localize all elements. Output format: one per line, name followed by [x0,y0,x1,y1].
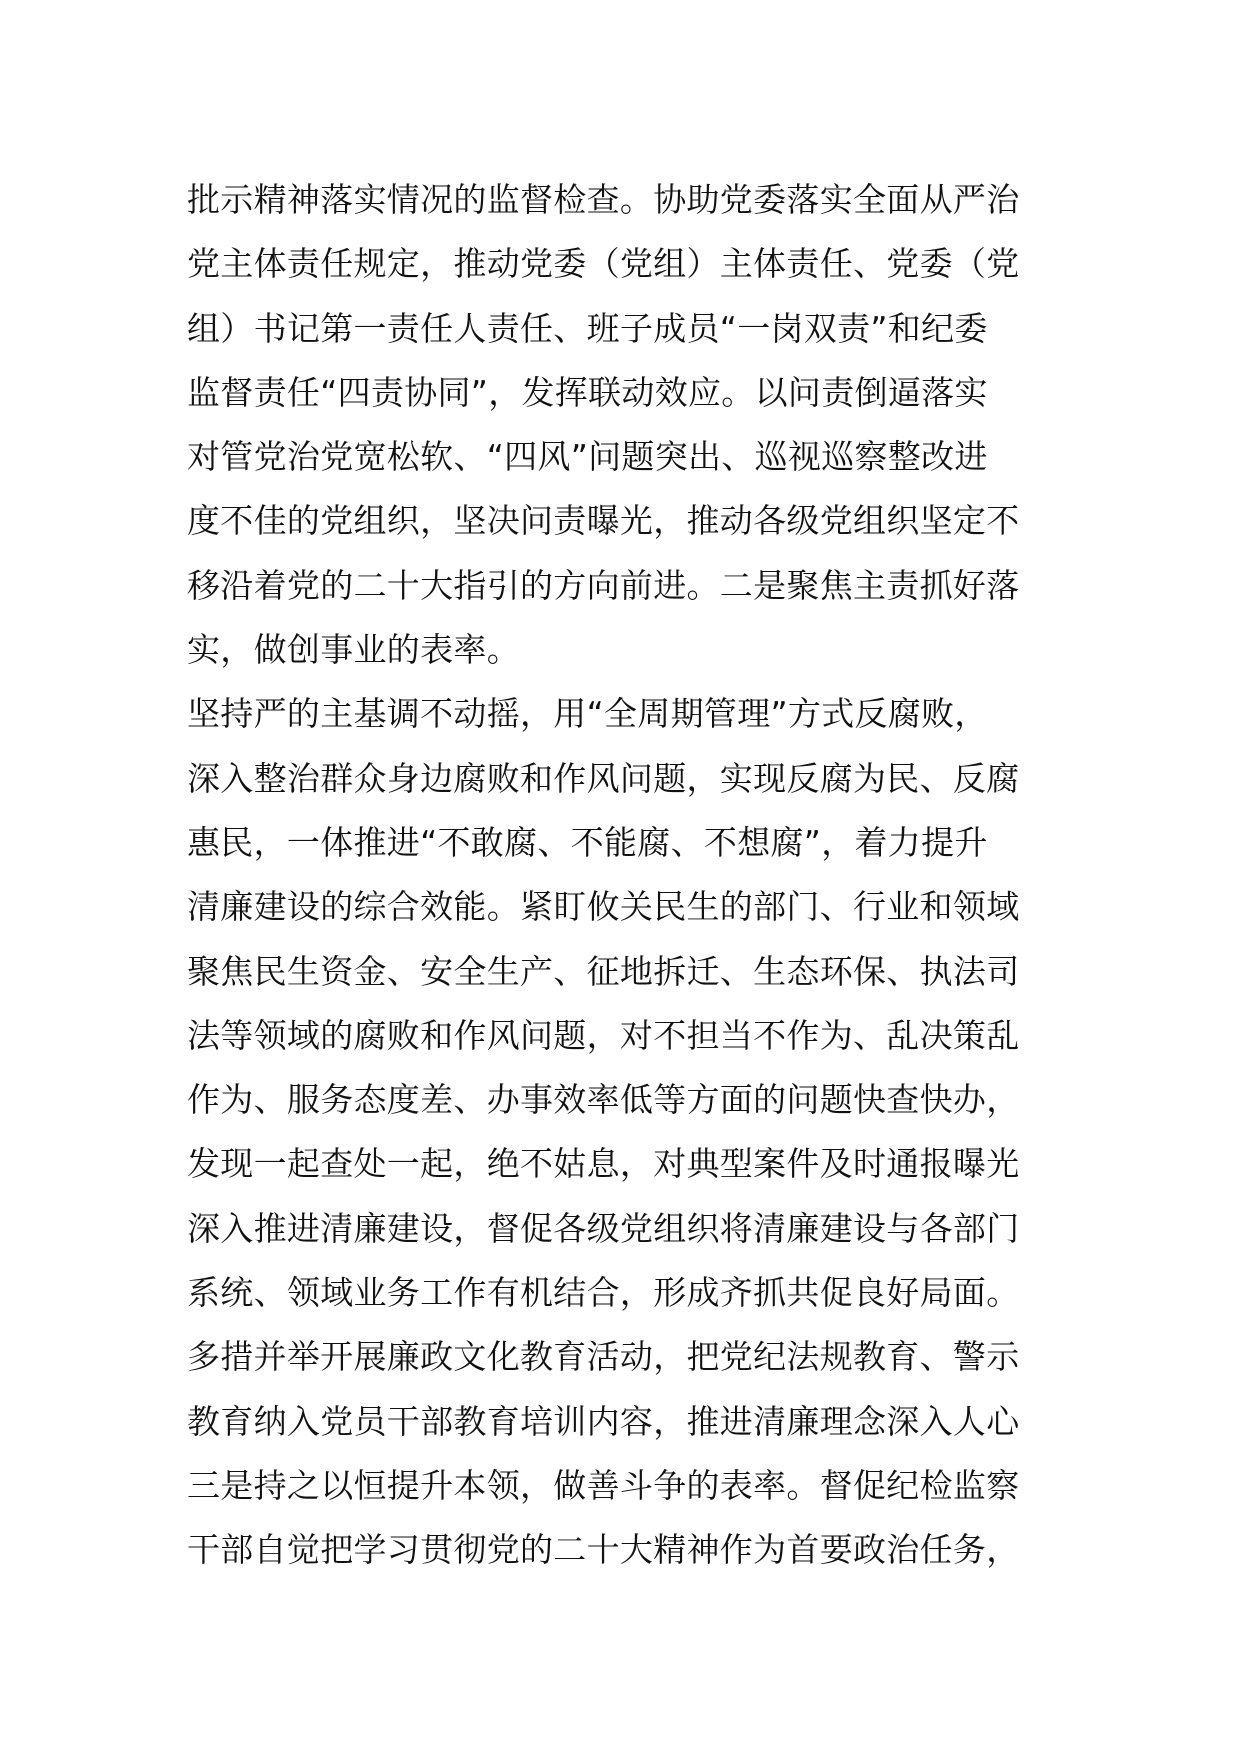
text-line: 法等领域的腐败和作风问题，对不担当不作为、乱决策乱 [187,1015,1020,1055]
text-line: 三是持之以恒提升本领，做善斗争的表率。督促纪检监察 [187,1465,1020,1505]
body-text [187,168,1067,1583]
text-line: 惠民，一体推进“不敢腐、不能腐、不想腐”，着力提升 [187,822,988,862]
text-line: 发现一起查处一起，绝不姑息，对典型案件及时通报曝光 [187,1144,1020,1184]
text-line: 移沿着党的二十大指引的方向前进。二是聚焦主责抓好落 [187,565,1020,605]
text-line: 系统、领域业务工作有机结合，形成齐抓共促良好局面。 [187,1273,1020,1313]
text-line: 坚持严的主基调不动摇，用“全周期管理”方式反腐败， [187,694,988,734]
text-line: 实，做创事业的表率。 [187,630,520,670]
text-line: 教育纳入党员干部教育培训内容，推进清廉理念深入人心 [187,1401,1020,1441]
text-line: 度不佳的党组织，坚决问责曝光，推动各级党组织坚定不 [187,501,1020,541]
text-line: 组）书记第一责任人责任、班子成员“一岗双责”和纪委 [187,308,988,348]
text-line: 多措并举开展廉政文化教育活动，把党纪法规教育、警示 [187,1337,1020,1377]
text-line: 作为、服务态度差、办事效率低等方面的问题快查快办， [187,1080,1020,1120]
text-line: 干部自觉把学习贯彻党的二十大精神作为首要政治任务， [187,1530,1020,1570]
text-line: 批示精神落实情况的监督检查。协助党委落实全面从严治 [187,180,1020,219]
text-line: 聚焦民生资金、安全生产、征地拆迁、生态环保、执法司 [187,951,1020,991]
text-line: 监督责任“四责协同”，发挥联动效应。以问责倒逼落实 [187,372,988,412]
text-line: 清廉建设的综合效能。紧盯攸关民生的部门、行业和领域 [187,887,1020,927]
text-line: 对管党治党宽松软、“四风”问题突出、巡视巡察整改进 [187,437,988,477]
text-line: 党主体责任规定，推动党委（党组）主体责任、党委（党 [187,244,1020,284]
text-line: 深入推进清廉建设，督促各级党组织将清廉建设与各部门 [187,1208,1020,1248]
text-line: 深入整治群众身边腐败和作风问题，实现反腐为民、反腐 [187,758,1020,798]
